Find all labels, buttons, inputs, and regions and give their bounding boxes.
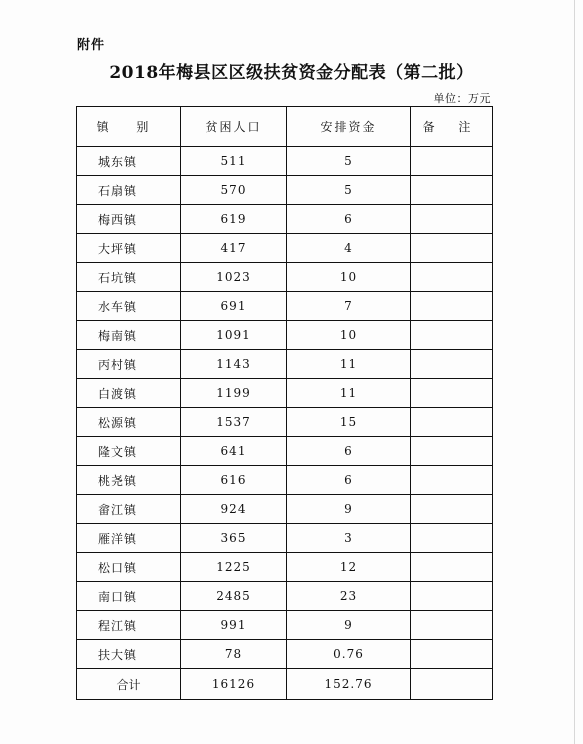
- funds-cell: 6: [287, 437, 411, 466]
- allocation-table: [76, 106, 493, 700]
- town-cell: 梅西镇: [77, 205, 181, 234]
- header-town: 镇 别: [77, 107, 181, 147]
- funds-cell: 0.76: [287, 640, 411, 669]
- population-cell: 570: [181, 176, 287, 205]
- remark-cell: [411, 147, 493, 176]
- table-row: [77, 437, 493, 466]
- table-row: [77, 611, 493, 640]
- population-cell: 1537: [181, 408, 287, 437]
- town-cell: 桃尧镇: [77, 466, 181, 495]
- town-cell: 扶大镇: [77, 640, 181, 669]
- attachment-label: 附件: [77, 38, 106, 53]
- page-edge: [574, 0, 575, 744]
- funds-cell: 4: [287, 234, 411, 263]
- town-cell: 雁洋镇: [77, 524, 181, 553]
- table-row: [77, 292, 493, 321]
- remark-cell: [411, 495, 493, 524]
- table-row: [77, 205, 493, 234]
- funds-cell: 5: [287, 147, 411, 176]
- table-row: [77, 263, 493, 292]
- town-cell: 白渡镇: [77, 379, 181, 408]
- remark-cell: [411, 379, 493, 408]
- funds-cell: 11: [287, 350, 411, 379]
- town-cell: 畲江镇: [77, 495, 181, 524]
- remark-cell: [411, 553, 493, 582]
- population-cell: 691: [181, 292, 287, 321]
- header-funds: 安排资金: [287, 107, 411, 147]
- population-cell: 1091: [181, 321, 287, 350]
- funds-cell: 6: [287, 466, 411, 495]
- remark-cell: [411, 466, 493, 495]
- table-header-row: [77, 107, 493, 147]
- population-cell: 924: [181, 495, 287, 524]
- funds-cell: 23: [287, 582, 411, 611]
- town-cell: 水车镇: [77, 292, 181, 321]
- population-cell: 1225: [181, 553, 287, 582]
- table-body: [77, 147, 493, 669]
- table-row: [77, 495, 493, 524]
- funds-cell: 5: [287, 176, 411, 205]
- table-row: [77, 408, 493, 437]
- population-cell: 1143: [181, 350, 287, 379]
- funds-cell: 15: [287, 408, 411, 437]
- remark-cell: [411, 437, 493, 466]
- remark-cell: [411, 524, 493, 553]
- table-row: [77, 147, 493, 176]
- funds-cell: 11: [287, 379, 411, 408]
- remark-cell: [411, 234, 493, 263]
- header-remark: 备 注: [411, 107, 493, 147]
- total-funds: 152.76: [287, 669, 411, 700]
- town-cell: 松口镇: [77, 553, 181, 582]
- total-label: 合计: [77, 669, 181, 700]
- remark-cell: [411, 611, 493, 640]
- remark-cell: [411, 205, 493, 234]
- population-cell: 641: [181, 437, 287, 466]
- town-cell: 石坑镇: [77, 263, 181, 292]
- remark-cell: [411, 582, 493, 611]
- total-population: 16126: [181, 669, 287, 700]
- remark-cell: [411, 350, 493, 379]
- town-cell: 程江镇: [77, 611, 181, 640]
- town-cell: 大坪镇: [77, 234, 181, 263]
- table-row: [77, 321, 493, 350]
- funds-cell: 12: [287, 553, 411, 582]
- remark-cell: [411, 263, 493, 292]
- population-cell: 417: [181, 234, 287, 263]
- population-cell: 1023: [181, 263, 287, 292]
- population-cell: 991: [181, 611, 287, 640]
- town-cell: 丙村镇: [77, 350, 181, 379]
- population-cell: 616: [181, 466, 287, 495]
- table-row: [77, 582, 493, 611]
- table-row: [77, 640, 493, 669]
- funds-cell: 6: [287, 205, 411, 234]
- table-row: [77, 176, 493, 205]
- remark-cell: [411, 176, 493, 205]
- remark-cell: [411, 321, 493, 350]
- population-cell: 78: [181, 640, 287, 669]
- funds-cell: 7: [287, 292, 411, 321]
- table-row: [77, 350, 493, 379]
- table-row: [77, 553, 493, 582]
- town-cell: 隆文镇: [77, 437, 181, 466]
- town-cell: 石扇镇: [77, 176, 181, 205]
- remark-cell: [411, 640, 493, 669]
- table-row: [77, 466, 493, 495]
- unit-label: 单位：万元: [433, 92, 491, 105]
- funds-cell: 9: [287, 495, 411, 524]
- town-cell: 南口镇: [77, 582, 181, 611]
- document-title: 2018年梅县区区级扶贫资金分配表（第二批）: [109, 63, 474, 83]
- header-population: 贫困人口: [181, 107, 287, 147]
- population-cell: 365: [181, 524, 287, 553]
- table-row: [77, 524, 493, 553]
- population-cell: 1199: [181, 379, 287, 408]
- town-cell: 梅南镇: [77, 321, 181, 350]
- table-row: [77, 379, 493, 408]
- population-cell: 619: [181, 205, 287, 234]
- table-row: [77, 234, 493, 263]
- table-total-row: [77, 669, 493, 700]
- remark-cell: [411, 292, 493, 321]
- total-remark: [411, 669, 493, 700]
- town-cell: 城东镇: [77, 147, 181, 176]
- funds-cell: 9: [287, 611, 411, 640]
- remark-cell: [411, 408, 493, 437]
- funds-cell: 3: [287, 524, 411, 553]
- funds-cell: 10: [287, 263, 411, 292]
- population-cell: 2485: [181, 582, 287, 611]
- town-cell: 松源镇: [77, 408, 181, 437]
- population-cell: 511: [181, 147, 287, 176]
- funds-cell: 10: [287, 321, 411, 350]
